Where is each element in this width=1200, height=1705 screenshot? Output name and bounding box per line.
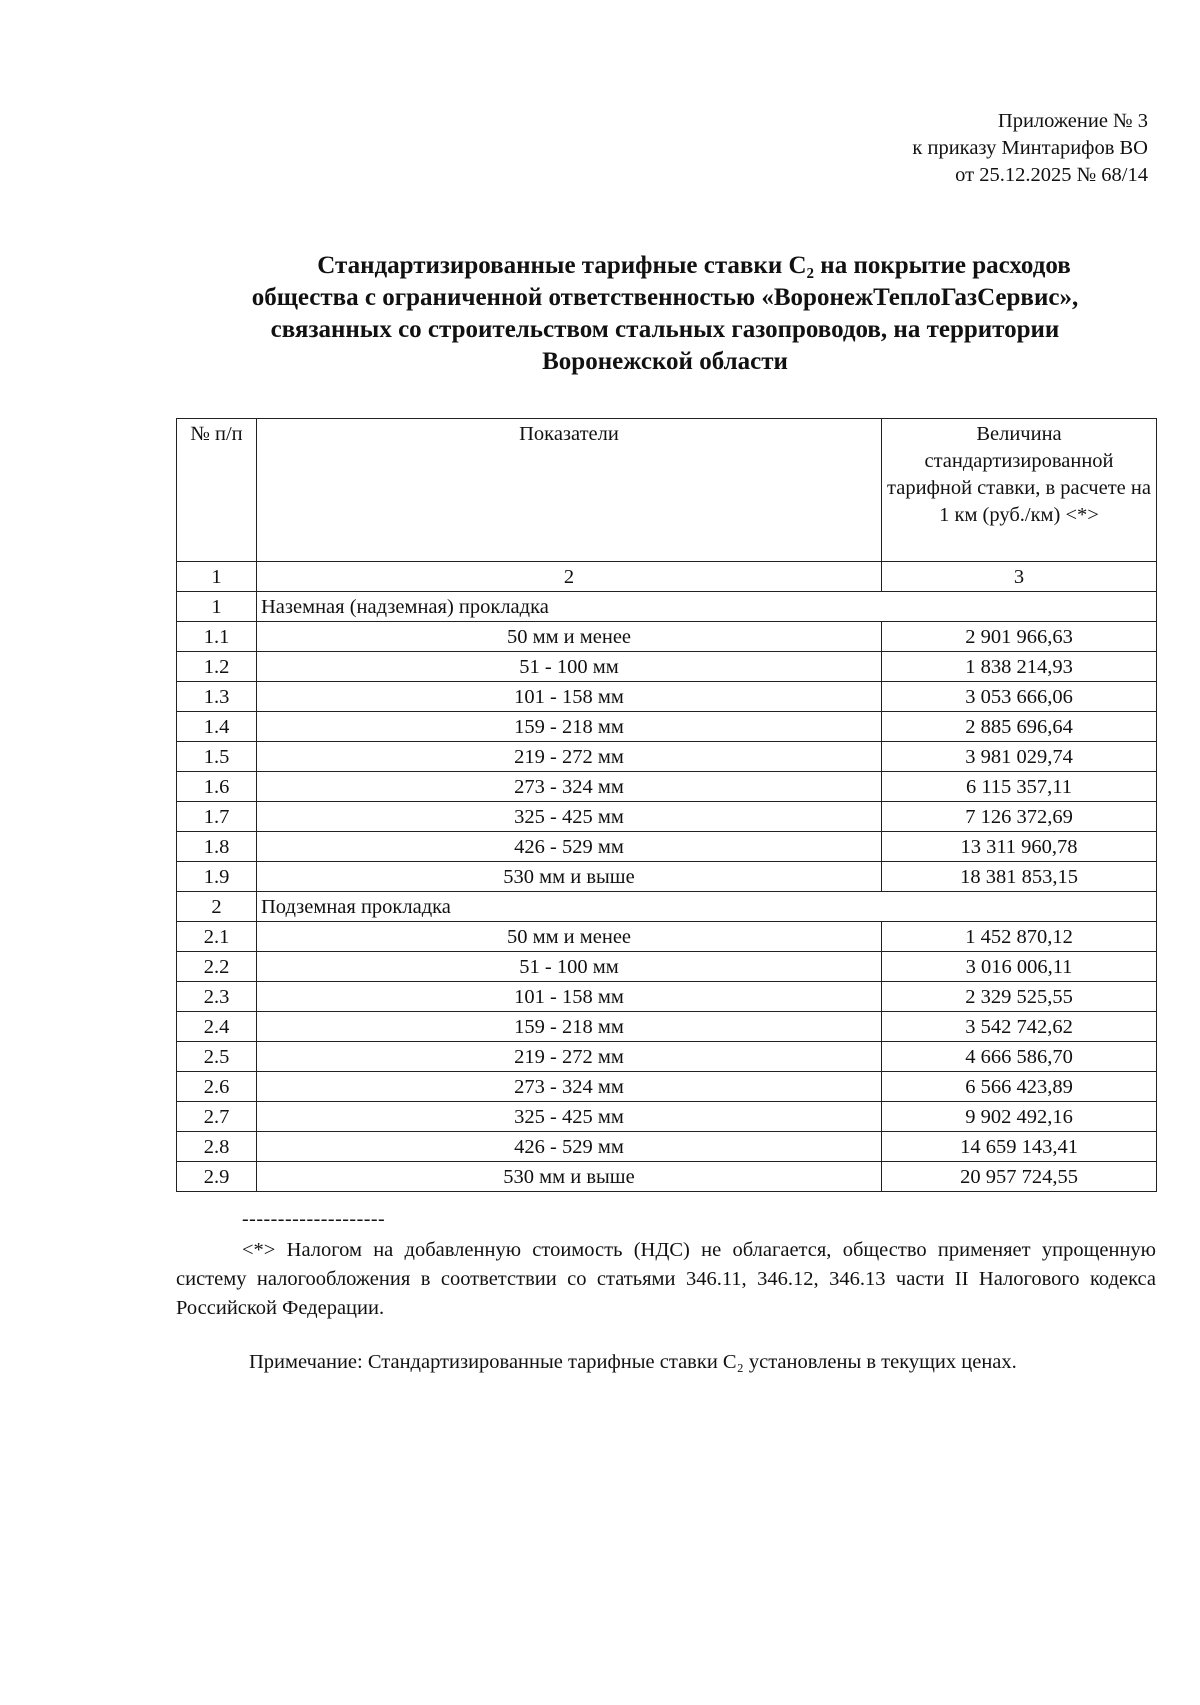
row-name: 101 - 158 мм (257, 682, 882, 712)
row-number: 2.9 (177, 1162, 257, 1192)
table-row (177, 982, 1157, 1012)
row-value: 1 452 870,12 (882, 922, 1157, 952)
row-name: 50 мм и менее (257, 922, 882, 952)
table-row (177, 922, 1157, 952)
row-value: 6 566 423,89 (882, 1072, 1157, 1102)
tariff-table (176, 418, 1157, 1192)
document-title (170, 250, 1160, 378)
row-number: 2.6 (177, 1072, 257, 1102)
row-value: 13 311 960,78 (882, 832, 1157, 862)
section-title: Подземная прокладка (257, 892, 1157, 922)
header-number: № п/п (177, 419, 257, 562)
row-name: 219 - 272 мм (257, 1042, 882, 1072)
title-line-3: связанных со строительством стальных газопроводов, на территории (270, 316, 1060, 343)
row-number: 1.3 (177, 682, 257, 712)
row-number: 2.5 (177, 1042, 257, 1072)
row-number: 2.8 (177, 1132, 257, 1162)
row-number: 2.4 (177, 1012, 257, 1042)
row-name: 325 - 425 мм (257, 802, 882, 832)
row-name: 325 - 425 мм (257, 1102, 882, 1132)
table-row (177, 1072, 1157, 1102)
row-name: 101 - 158 мм (257, 982, 882, 1012)
row-number: 2.1 (177, 922, 257, 952)
table-row (177, 1162, 1157, 1192)
row-value: 3 981 029,74 (882, 742, 1157, 772)
row-value: 2 901 966,63 (882, 622, 1157, 652)
row-name: 273 - 324 мм (257, 772, 882, 802)
row-value: 14 659 143,41 (882, 1132, 1157, 1162)
tariff-table-container (176, 418, 1156, 1192)
row-number: 1.6 (177, 772, 257, 802)
row-value: 3 542 742,62 (882, 1012, 1157, 1042)
table-row (177, 622, 1157, 652)
column-index: 2 (257, 562, 882, 592)
row-name: 530 мм и выше (257, 1162, 882, 1192)
table-row (177, 832, 1157, 862)
header-rate-value: Величина стандартизированной тарифной ставки, в расчете на 1 км (руб./км) <*> (882, 419, 1157, 562)
column-index-row (177, 562, 1157, 592)
section-title: Наземная (надземная) прокладка (257, 592, 1157, 622)
row-value: 18 381 853,15 (882, 862, 1157, 892)
title-line-1: Стандартизированные тарифные ставки С₂ на покрытие расходов (317, 252, 1071, 279)
row-name: 51 - 100 мм (257, 952, 882, 982)
row-value: 3 053 666,06 (882, 682, 1157, 712)
title-line-4: Воронежской области (542, 348, 788, 375)
table-row (177, 712, 1157, 742)
row-value: 20 957 724,55 (882, 1162, 1157, 1192)
table-row (177, 1042, 1157, 1072)
row-name: 426 - 529 мм (257, 1132, 882, 1162)
table-row (177, 1012, 1157, 1042)
table-row (177, 1102, 1157, 1132)
table-header-row (177, 419, 1157, 562)
row-number: 1.4 (177, 712, 257, 742)
row-value: 3 016 006,11 (882, 952, 1157, 982)
row-number: 2.3 (177, 982, 257, 1012)
row-number: 2.7 (177, 1102, 257, 1132)
row-value: 1 838 214,93 (882, 652, 1157, 682)
order-reference: к приказу Минтарифов ВО (912, 137, 1148, 159)
row-name: 159 - 218 мм (257, 1012, 882, 1042)
row-number: 1.1 (177, 622, 257, 652)
row-value: 9 902 492,16 (882, 1102, 1157, 1132)
row-value: 2 885 696,64 (882, 712, 1157, 742)
section-row (177, 892, 1157, 922)
table-row (177, 652, 1157, 682)
note-text: Примечание: Стандартизированные тарифные ставки С₂ установлены в текущих ценах. (249, 1351, 1017, 1373)
row-name: 51 - 100 мм (257, 652, 882, 682)
attachment-header (728, 108, 1148, 189)
header-indicators: Показатели (257, 419, 882, 562)
row-value: 4 666 586,70 (882, 1042, 1157, 1072)
row-number: 1.7 (177, 802, 257, 832)
row-number: 2.2 (177, 952, 257, 982)
table-row (177, 1132, 1157, 1162)
row-number: 1.8 (177, 832, 257, 862)
row-number: 1.5 (177, 742, 257, 772)
table-row (177, 952, 1157, 982)
column-index: 1 (177, 562, 257, 592)
row-value: 7 126 372,69 (882, 802, 1157, 832)
section-number: 1 (177, 592, 257, 622)
order-date-number: от 25.12.2025 № 68/14 (955, 164, 1148, 186)
row-name: 219 - 272 мм (257, 742, 882, 772)
row-name: 159 - 218 мм (257, 712, 882, 742)
row-name: 530 мм и выше (257, 862, 882, 892)
table-row (177, 742, 1157, 772)
row-name: 273 - 324 мм (257, 1072, 882, 1102)
section-number: 2 (177, 892, 257, 922)
row-value: 6 115 357,11 (882, 772, 1157, 802)
section-row (177, 592, 1157, 622)
footnote-text: <*> Налогом на добавленную стоимость (НДС) не облагается, общество применяет упрощенную систему налогообложения в соответствии со статьями 346.11, 346.12, 346.13 части II Налогового кодекса Российской Федерации. (176, 1239, 1156, 1319)
column-index: 3 (882, 562, 1157, 592)
row-name: 50 мм и менее (257, 622, 882, 652)
title-line-2: общества с ограниченной ответственностью «ВоронежТеплоГазСервис», (251, 284, 1079, 311)
table-row (177, 682, 1157, 712)
table-row (177, 862, 1157, 892)
row-number: 1.9 (177, 862, 257, 892)
row-name: 426 - 529 мм (257, 832, 882, 862)
table-row (177, 772, 1157, 802)
row-value: 2 329 525,55 (882, 982, 1157, 1012)
attachment-number: Приложение № 3 (997, 110, 1148, 132)
row-number: 1.2 (177, 652, 257, 682)
footnote-separator: -------------------- (242, 1208, 386, 1230)
table-row (177, 802, 1157, 832)
